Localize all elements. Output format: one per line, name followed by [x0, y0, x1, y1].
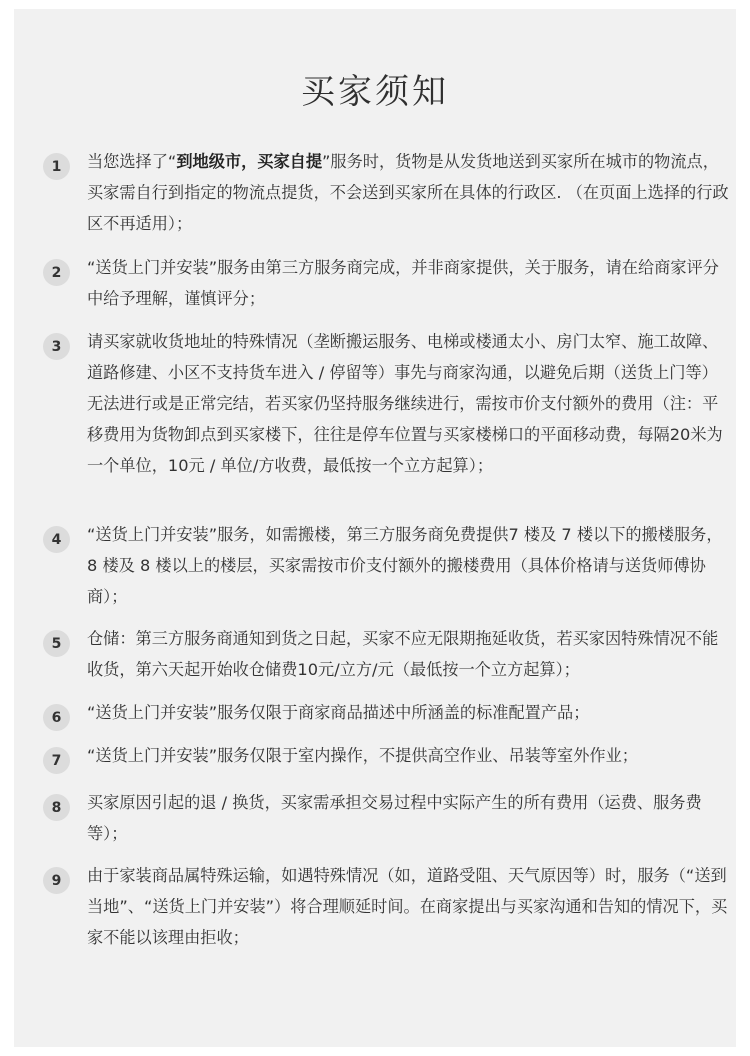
item-number-badge: 5: [43, 630, 70, 657]
item-number-badge: 2: [43, 259, 70, 286]
item-text: 当您选择了“到地级市，买家自提”服务时，货物是从发货地送到买家所在城市的物流点，买家需自行到指定的物流点提货，不会送到买家所在具体的行政区. （在页面上选择的行政区不再适用）；: [87, 152, 729, 233]
notice-panel: [14, 9, 736, 1047]
highlight-text: 到地级市，买家自提: [176, 152, 323, 171]
item-number-badge: 1: [43, 153, 70, 180]
item-text: 买家原因引起的退 / 换货，买家需承担交易过程中实际产生的所有费用（运费、服务费等）；: [87, 793, 702, 843]
item-number-badge: 3: [43, 333, 70, 360]
item-text: “送货上门并安装”服务，如需搬楼，第三方服务商免费提供7 楼及 7 楼以下的搬楼服务，8 楼及 8 楼以上的楼层，买家需按市价支付额外的搬楼费用（具体价格请与送货师傅协商）；: [87, 525, 723, 606]
item-number-badge: 6: [43, 704, 70, 731]
item-text: 仓储：第三方服务商通知到货之日起，买家不应无限期拖延收货，若买家因特殊情况不能收货，第六天起开始收仓储费10元/立方/元（最低按一个立方起算）；: [87, 629, 719, 679]
item-text: 由于家装商品属特殊运输，如遇特殊情况（如，道路受阻、天气原因等）时，服务（“送到当地”、“送货上门并安装”）将合理顺延时间。在商家提出与买家沟通和告知的情况下，买家不能以该理由拒收；: [87, 866, 728, 947]
item-text: “送货上门并安装”服务仅限于商家商品描述中所涵盖的标准配置产品；: [87, 703, 590, 722]
item-number-badge: 8: [43, 794, 70, 821]
item-text: 请买家就收货地址的特殊情况（垄断搬运服务、电梯或楼通太小、房门太窄、施工故障、道路修建、小区不支持货车进入 / 停留等）事先与商家沟通，以避免后期（送货上门等）无法进行或是正常完结，若买家仍坚持服务继续进行，需按市价支付额外的费用（注：平移费用为货物卸点到买家楼下，往往是停车位置与买家楼梯口的平面移动费，每隔20米为一个单位，10元 / 单位/方收费，最低按一个立方起算）；: [87, 332, 723, 475]
item-text: “送货上门并安装”服务由第三方服务商完成，并非商家提供，关于服务，请在给商家评分中给予理解，谨慎评分；: [87, 258, 719, 308]
item-number-badge: 4: [43, 526, 70, 553]
page-title: 买家须知: [301, 72, 449, 112]
item-number-badge: 9: [43, 867, 70, 894]
item-text: “送货上门并安装”服务仅限于室内操作，不提供高空作业、吊装等室外作业；: [87, 746, 638, 765]
item-number-badge: 7: [43, 747, 70, 774]
